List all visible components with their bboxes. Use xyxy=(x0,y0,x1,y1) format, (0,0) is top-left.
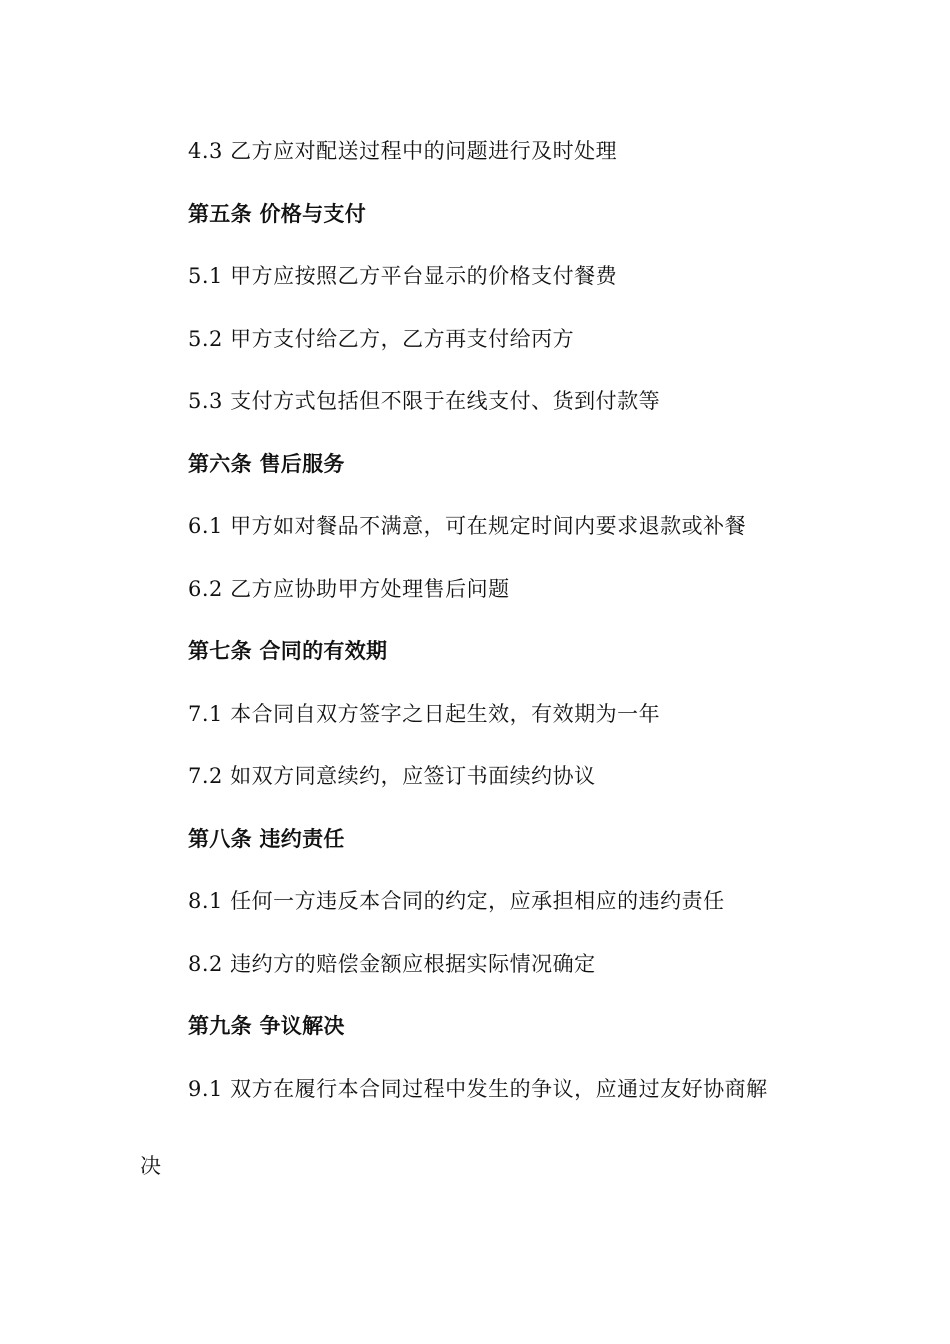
clause-7-1: 7.1 本合同自双方签字之日起生效，有效期为一年 xyxy=(188,702,661,726)
article-8-heading: 第八条 违约责任 xyxy=(188,827,345,851)
clause-8-1: 8.1 任何一方违反本合同的约定，应承担相应的违约责任 xyxy=(188,889,725,913)
clause-7-2: 7.2 如双方同意续约，应签订书面续约协议 xyxy=(188,764,596,788)
clause-6-1: 6.1 甲方如对餐品不满意，可在规定时间内要求退款或补餐 xyxy=(188,514,747,538)
article-7-heading: 第七条 合同的有效期 xyxy=(188,639,388,663)
clause-6-2: 6.2 乙方应协助甲方处理售后问题 xyxy=(188,577,510,601)
article-5-heading: 第五条 价格与支付 xyxy=(188,202,367,226)
clause-9-1: 9.1 双方在履行本合同过程中发生的争议，应通过友好协商解 xyxy=(188,1077,768,1101)
article-9-heading: 第九条 争议解决 xyxy=(188,1014,345,1038)
clause-5-1: 5.1 甲方应按照乙方平台显示的价格支付餐费 xyxy=(188,264,618,288)
article-6-heading: 第六条 售后服务 xyxy=(188,452,345,476)
clause-5-2: 5.2 甲方支付给乙方，乙方再支付给丙方 xyxy=(188,327,575,351)
clause-5-3: 5.3 支付方式包括但不限于在线支付、货到付款等 xyxy=(188,389,661,413)
clause-4-3: 4.3 乙方应对配送过程中的问题进行及时处理 xyxy=(188,139,618,163)
clause-9-1-continuation: 决 xyxy=(140,1154,162,1178)
clause-8-2: 8.2 违约方的赔偿金额应根据实际情况确定 xyxy=(188,952,596,976)
